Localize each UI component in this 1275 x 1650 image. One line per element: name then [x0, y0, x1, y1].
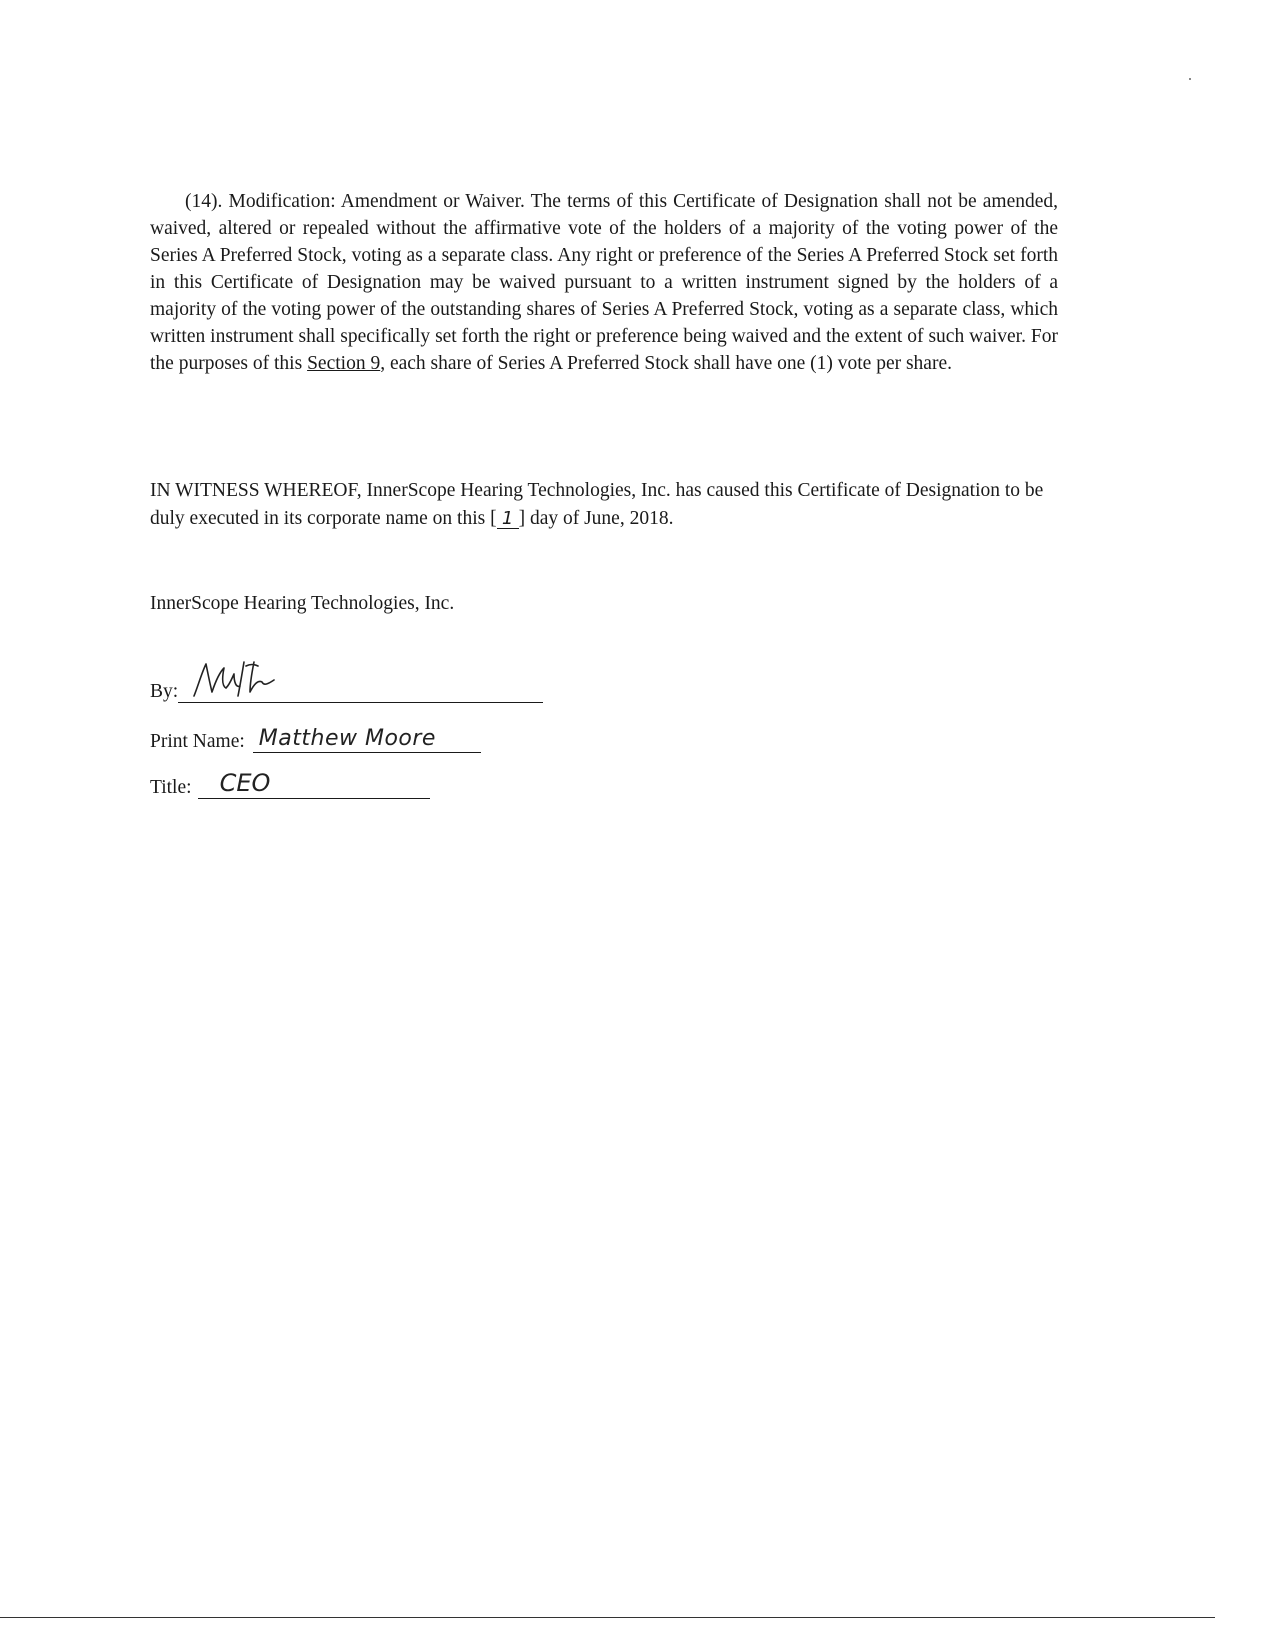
witness-paragraph	[150, 477, 1070, 533]
section-9-reference: Section 9	[307, 353, 381, 374]
print-name-line	[253, 722, 481, 753]
title-row	[150, 768, 430, 799]
by-signature-row	[150, 658, 543, 703]
section-14-paragraph	[150, 188, 1058, 377]
title-label: Title:	[150, 777, 192, 798]
section-14-tail-text: , each share of Series A Preferred Stock shall have one (1) vote per share.	[380, 353, 952, 374]
section-14-lead-text: (14). Modification: Amendment or Waiver. The terms of this Certificate of Designation shall not be amended, waived, altered or repealed without the affirmative vote of the holders of a majority of the voting power of the Series A Preferred Stock, voting as a separate class. Any right or preference of the Series A Preferred Stock set forth in this Certificate of Designation may be waived pursuant to a written instrument signed by the holders of a majority of the voting power of the outstanding shares of Series A Preferred Stock, voting as a separate class, which written instrument shall specifically set forth the right or preference being waived and the extent of such waiver. For the purposes of this	[150, 191, 1058, 374]
by-label: By:	[150, 681, 179, 702]
print-name-label: Print Name:	[150, 731, 245, 752]
witness-tail-text: ] day of June, 2018.	[518, 508, 674, 529]
handwritten-signature	[188, 658, 288, 700]
scan-speck	[1189, 78, 1191, 80]
title-line	[198, 768, 430, 799]
signature-line	[178, 658, 543, 703]
print-name-value: Matthew Moore	[258, 726, 436, 751]
print-name-row	[150, 722, 481, 753]
witness-lead-text: IN WITNESS WHEREOF, InnerScope Hearing Technologies, Inc. has caused this Certificate of Designation to be duly executed in its corporate name on this [	[150, 480, 1044, 529]
bottom-rule	[0, 1617, 1215, 1618]
execution-day-field: 1	[497, 510, 519, 529]
company-name: InnerScope Hearing Technologies, Inc.	[150, 593, 455, 614]
title-value: CEO	[219, 769, 271, 797]
